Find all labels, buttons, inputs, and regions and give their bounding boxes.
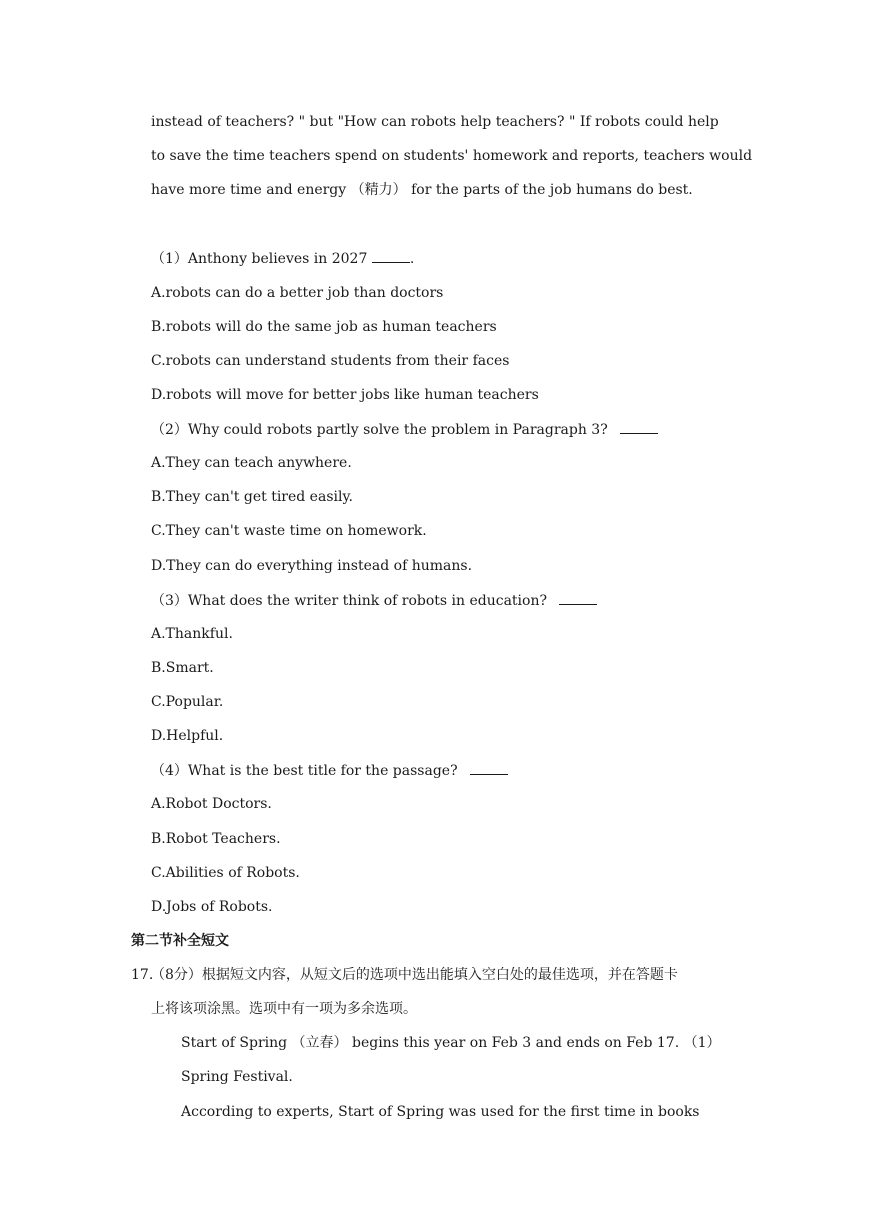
- question-4-option-a[interactable]: A.Robot Doctors.: [151, 796, 272, 812]
- question-4-stem: （4）What is the best title for the passage?: [151, 760, 508, 781]
- question-3-option-b[interactable]: B.Smart.: [151, 660, 214, 676]
- passage-line: Start of Spring （立春） begins this year on Feb 3 and ends on Feb 17. （1）: [181, 1035, 721, 1051]
- question-2-stem: （2）Why could robots partly solve the problem in Paragraph 3?: [151, 419, 658, 440]
- passage-line: to save the time teachers spend on students' homework and reports, teachers would: [151, 148, 753, 164]
- question-1-option-d[interactable]: D.robots will move for better jobs like human teachers: [151, 387, 539, 403]
- question-4-option-b[interactable]: B.Robot Teachers.: [151, 831, 281, 847]
- answer-blank[interactable]: [559, 590, 597, 605]
- question-3-option-c[interactable]: C.Popular.: [151, 694, 224, 710]
- question-3-option-a[interactable]: A.Thankful.: [151, 626, 233, 642]
- question-1-stem: （1）Anthony believes in 2027 .: [151, 248, 414, 269]
- question-4-option-c[interactable]: C.Abilities of Robots.: [151, 865, 300, 881]
- passage-line: instead of teachers? " but "How can robots help teachers? " If robots could help: [151, 114, 719, 130]
- question-2-option-c[interactable]: C.They can't waste time on homework.: [151, 523, 427, 539]
- passage-line: have more time and energy （精力） for the parts of the job humans do best.: [151, 182, 693, 198]
- question-3-option-d[interactable]: D.Helpful.: [151, 728, 224, 744]
- question-1-option-c[interactable]: C.robots can understand students from their faces: [151, 353, 510, 369]
- question-1-option-b[interactable]: B.robots will do the same job as human teachers: [151, 319, 497, 335]
- question-2-option-a[interactable]: A.They can teach anywhere.: [151, 455, 352, 471]
- question-17-instruction: 上将该项涂黑。选项中有一项为多余选项。: [151, 1001, 417, 1017]
- answer-blank[interactable]: [470, 760, 508, 775]
- answer-blank[interactable]: [372, 248, 410, 263]
- question-1-option-a[interactable]: A.robots can do a better job than doctors: [151, 285, 444, 301]
- question-17-instruction: （8分）根据短文内容，从短文后的选项中选出能填入空白处的最佳选项，并在答题卡: [151, 967, 678, 983]
- question-2-option-d[interactable]: D.They can do everything instead of humans.: [151, 558, 473, 574]
- section-heading: 第二节补全短文: [131, 933, 229, 949]
- question-17-number: 17.: [131, 967, 154, 983]
- question-3-stem: （3）What does the writer think of robots in education?: [151, 590, 597, 611]
- question-2-option-b[interactable]: B.They can't get tired easily.: [151, 489, 353, 505]
- question-4-option-d[interactable]: D.Jobs of Robots.: [151, 899, 273, 915]
- passage-line: According to experts, Start of Spring was used for the first time in books: [181, 1104, 700, 1120]
- answer-blank[interactable]: [620, 419, 658, 434]
- passage-line: Spring Festival.: [181, 1069, 293, 1085]
